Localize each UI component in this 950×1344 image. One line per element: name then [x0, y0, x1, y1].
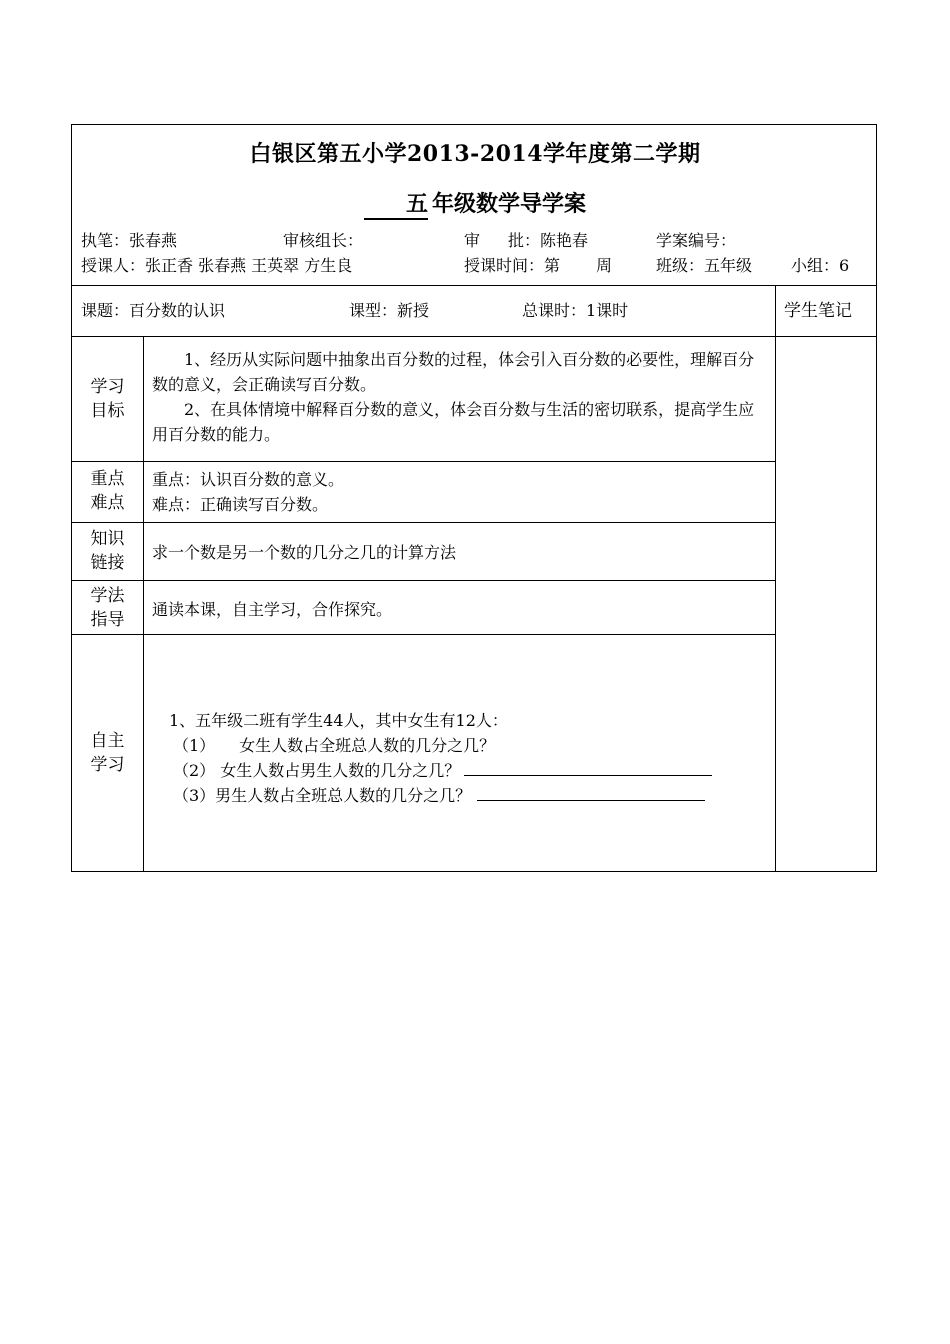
lesson-week: 周: [596, 256, 613, 275]
approver: 批：陈艳春: [508, 231, 589, 250]
key-point: 重点：认识百分数的意义。: [152, 470, 345, 489]
key-difficulty-label: 重点 难点: [90, 469, 125, 513]
lesson-hours: 总课时：1课时: [522, 301, 629, 320]
self-study-intro: 1、五年级二班有学生44人，其中女生有12人：: [169, 711, 508, 730]
objective-1: 1、经历从实际问题中抽象出百分数的过程，体会引入百分数的必要性，理解百分数的意义，会正确读写百分数。: [152, 350, 755, 394]
worksheet-table: [71, 124, 877, 872]
answer-line-2[interactable]: [464, 759, 712, 776]
objectives-label: 学习 目标: [90, 377, 125, 421]
question-3: （3）男生人数占全班总人数的几分之几？: [173, 783, 705, 806]
answer-line-3[interactable]: [477, 784, 705, 801]
objective-2: 2、在具体情境中解释百分数的意义，体会百分数与生活的密切联系，提高学生应用百分数的能力。: [152, 400, 755, 444]
knowledge-link-label: 知识 链接: [90, 529, 125, 573]
study-method-label: 学法 指导: [90, 586, 125, 630]
objectives-text: [152, 347, 770, 447]
teachers: 授课人：张正香 张春燕 王英翠 方生良: [81, 256, 353, 275]
class-info: 班级：五年级: [656, 256, 753, 275]
writer: 执笔：张春燕: [81, 231, 178, 250]
key-difficulty-text: [152, 467, 344, 517]
study-method-text: 通读本课，自主学习，合作探究。: [152, 600, 393, 619]
question-2: （2） 女生人数占男生人数的几分之几？: [173, 758, 712, 781]
group-info: 小组：6: [791, 256, 850, 275]
lesson-time-label: 授课时间：第: [464, 256, 561, 275]
lesson-topic: 课题：百分数的认识: [81, 301, 226, 320]
worksheet-title-suffix: 年级数学导学案: [431, 191, 586, 217]
lesson-type: 课型：新授: [349, 301, 430, 320]
grade-blank: 五: [364, 187, 428, 220]
difficulty-point: 难点：正确读写百分数。: [152, 495, 329, 514]
student-notes-header: 学生笔记: [784, 301, 852, 321]
question-1: （1） 女生人数占全班总人数的几分之几？: [173, 736, 496, 755]
approver-label-a: 审: [464, 231, 481, 250]
knowledge-link-text: 求一个数是另一个数的几分之几的计算方法: [152, 543, 457, 562]
reviewer-lead: 审核组长：: [283, 231, 364, 250]
school-title: 白银区第五小学2013-2014学年度第二学期: [249, 141, 701, 167]
plan-number: 学案编号：: [656, 231, 737, 250]
worksheet-title: [72, 187, 878, 220]
self-study-label: 自主 学习: [90, 731, 125, 775]
